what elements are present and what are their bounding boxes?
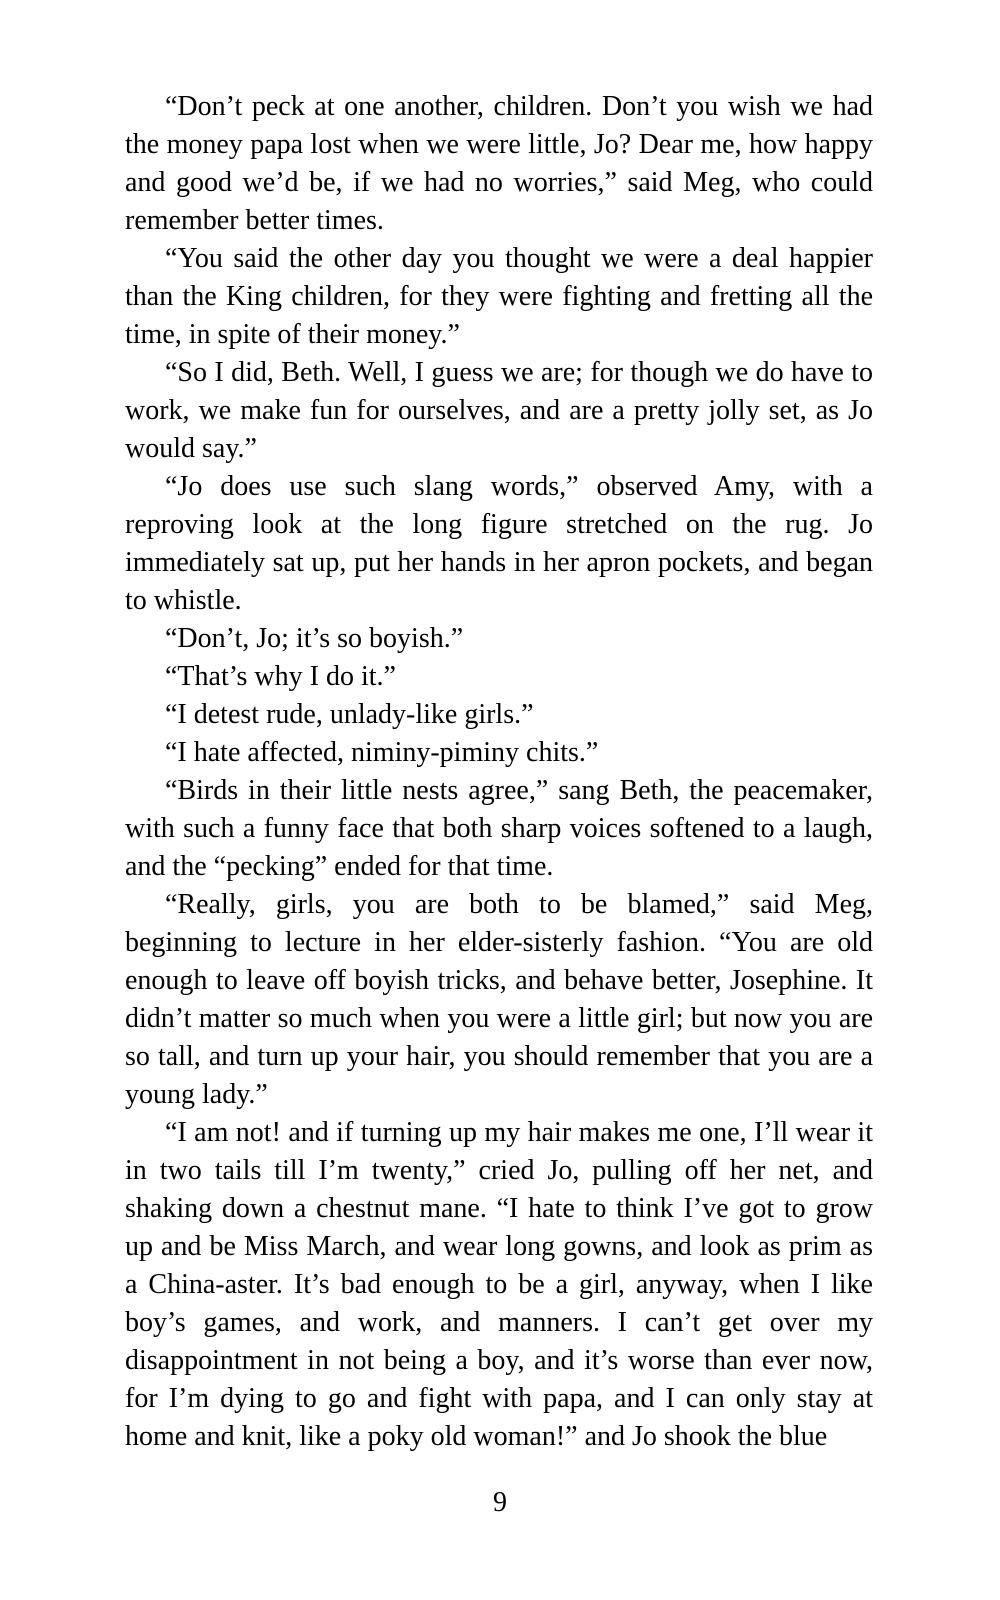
paragraph: “Really, girls, you are both to be blamed,” said Meg, beginning to lecture in her elder-sisterly fashion. “You are old enough to leave off boyish tricks, and behave better, Josephine. It didn’t matter so much when you were a little girl; but now you are so tall, and turn up your hair, you should remember that you are a young lady.” [125, 889, 873, 1110]
paragraph: “I am not! and if turning up my hair makes me one, I’ll wear it in two tails till I’m twenty,” cried Jo, pulling off her net, and shaking down a chestnut mane. “I hate to think I’ve got to grow up and be Miss March, and wear long gowns, and look as prim as a China-aster. It’s bad enough to be a girl, anyway, when I like boy’s games, and work, and manners. I can’t get over my disappointment in not being a boy, and it’s worse than ever now, for I’m dying to go and fight with papa, and I can only stay at home and knit, like a poky old woman!” and Jo shook the blue [125, 1117, 873, 1452]
page-number: 9 [493, 1487, 507, 1518]
paragraph: “Don’t peck at one another, children. Don’t you wish we had the money papa lost when we were little, Jo? Dear me, how happy and good we’d be, if we had no worries,” said Meg, who could remember better times. [125, 91, 873, 236]
paragraph: “I detest rude, unlady-like girls.” [165, 699, 534, 730]
paragraph: “Birds in their little nests agree,” sang Beth, the peacemaker, with such a funny face that both sharp voices softened to a laugh, and the “pecking” ended for that time. [125, 775, 873, 882]
paragraph: “Don’t, Jo; it’s so boyish.” [165, 623, 464, 654]
paragraph: “I hate affected, niminy-piminy chits.” [165, 737, 599, 768]
paragraph: “That’s why I do it.” [165, 661, 396, 692]
paragraph: “Jo does use such slang words,” observed Amy, with a reproving look at the long figure stretched on the rug. Jo immediately sat up, put her hands in her apron pockets, and began to whistle. [125, 471, 873, 616]
paragraph: “So I did, Beth. Well, I guess we are; for though we do have to work, we make fun for ourselves, and are a pretty jolly set, as Jo would say.” [125, 357, 873, 464]
text-block [125, 88, 873, 1456]
paragraph: “You said the other day you thought we were a deal happier than the King children, for they were fighting and fretting all the time, in spite of their money.” [125, 243, 873, 350]
